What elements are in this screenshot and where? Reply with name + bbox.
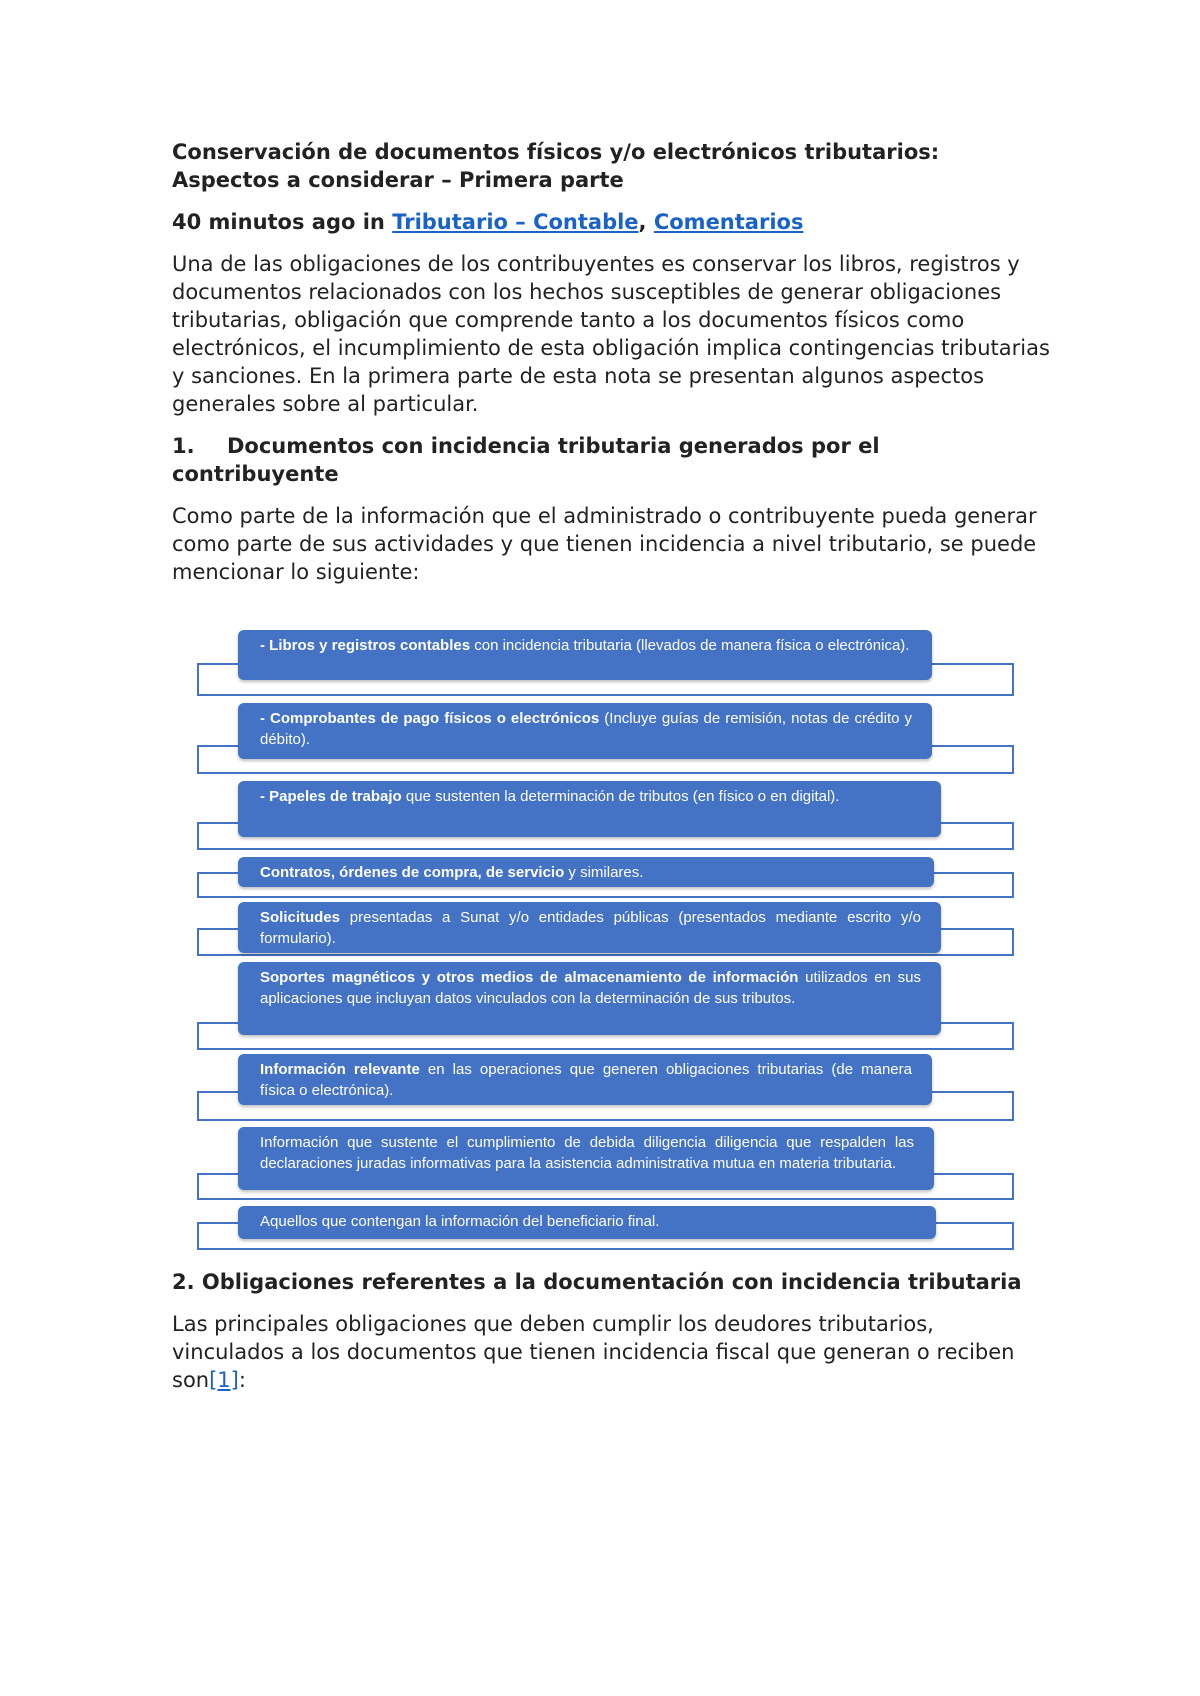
article-title bbox=[172, 138, 1052, 194]
diagram-item-bold: Información relevante bbox=[260, 1061, 420, 1078]
section-1-heading bbox=[172, 432, 1052, 488]
diagram-item-box bbox=[238, 1054, 932, 1105]
diagram-item-text: (Incluye guías de remisión, notas de crédito y débito). bbox=[260, 710, 912, 748]
diagram-item-box bbox=[238, 962, 941, 1035]
diagram-item-bold: Contratos, órdenes de compra, de servicio bbox=[260, 864, 565, 881]
diagram-item-box bbox=[238, 1127, 934, 1190]
diagram-item-text: Aquellos que contengan la información del beneficiario final. bbox=[260, 1213, 660, 1230]
diagram-item-box bbox=[238, 781, 941, 837]
diagram-item-box bbox=[238, 1206, 936, 1239]
category-link-comentarios[interactable]: Comentarios bbox=[653, 210, 804, 234]
meta-time: 40 minutos ago in bbox=[172, 210, 393, 234]
meta-separator: , bbox=[638, 210, 647, 234]
section-2-paragraph bbox=[172, 1310, 1052, 1394]
title-line-2: Aspectos a considerar – Primera parte bbox=[172, 168, 624, 192]
diagram-item-text: presentadas a Sunat y/o entidades públicas (presentados mediante escrito y/o formulario). bbox=[260, 909, 921, 947]
diagram-item-text: utilizados en sus aplicaciones que incluyan datos vinculados con la determinación de sus tributos. bbox=[260, 969, 921, 1007]
category-link-tributario[interactable]: Tributario – Contable bbox=[392, 210, 639, 234]
article-meta bbox=[172, 208, 1052, 236]
diagram-item-text: Información que sustente el cumplimiento de debida diligencia diligencia que respalden las declaraciones juradas informativas para la asistencia administrativa mutua en materia tributaria. bbox=[260, 1134, 914, 1172]
diagram-item-bold: Solicitudes bbox=[260, 909, 341, 926]
diagram-item-text: con incidencia tributaria (llevados de manera física o electrónica). bbox=[470, 637, 910, 654]
diagram-item-text: en las operaciones que generen obligaciones tributarias (de manera física o electrónica). bbox=[260, 1061, 912, 1099]
section-2-end: : bbox=[238, 1368, 246, 1392]
diagram-item-bold: Soportes magnéticos y otros medios de almacenamiento de información bbox=[260, 969, 799, 986]
diagram-item-box bbox=[238, 902, 941, 953]
section-1-number: 1. bbox=[172, 434, 195, 458]
section-2 bbox=[172, 1268, 1052, 1394]
intro-paragraph: Una de las obligaciones de los contribuyentes es conservar los libros, registros y documentos relacionados con los hechos susceptibles de generar obligaciones tributarias, obligación que comprende tanto a los documentos físicos como electrónicos, el incumplimiento de esta obligación implica contingencias tributarias y sanciones. En la primera parte de esta nota se presentan algunos aspectos generales sobre al particular. bbox=[172, 252, 1050, 416]
diagram-item-box bbox=[238, 703, 932, 759]
diagram-item-text: y similares. bbox=[564, 864, 644, 881]
section-2-text: Las principales obligaciones que deben cumplir los deudores tributarios, vinculados a los documentos que tienen incidencia fiscal que generan o reciben son bbox=[172, 1312, 1015, 1392]
diagram-item-bold: - Libros y registros contables bbox=[260, 637, 471, 654]
footnote-ref-1[interactable]: [1] bbox=[209, 1368, 239, 1392]
article bbox=[172, 138, 1052, 586]
section-1-title: Documentos con incidencia tributaria generados por el contribuyente bbox=[172, 434, 880, 486]
diagram-item-box bbox=[238, 857, 934, 887]
diagram-item-text: que sustenten la determinación de tributos (en físico o en digital). bbox=[401, 788, 840, 805]
section-2-heading: 2. Obligaciones referentes a la documentación con incidencia tributaria bbox=[172, 1270, 1022, 1294]
section-1-paragraph: Como parte de la información que el administrado o contribuyente pueda generar como parte de sus actividades y que tienen incidencia a nivel tributario, se puede mencionar lo siguiente: bbox=[172, 504, 1037, 584]
diagram-item-box bbox=[238, 630, 932, 680]
diagram-item-bold: - Comprobantes de pago físicos o electrónicos bbox=[260, 710, 600, 727]
diagram-item-bold: - Papeles de trabajo bbox=[260, 788, 402, 805]
title-line-1: Conservación de documentos físicos y/o electrónicos tributarios: bbox=[172, 140, 940, 164]
